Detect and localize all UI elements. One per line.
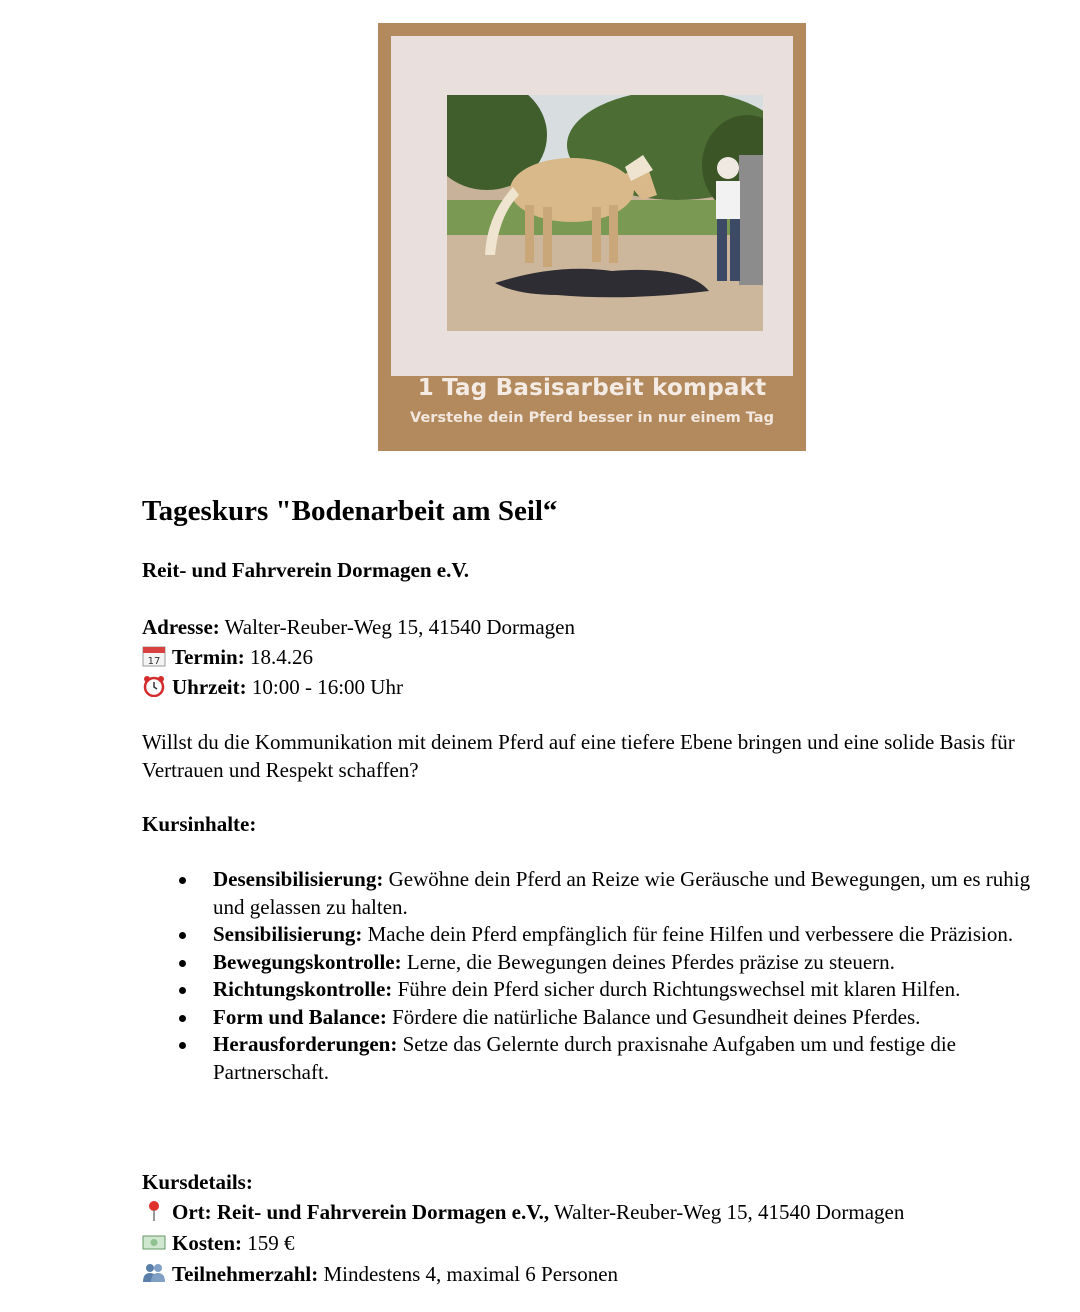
date-value: 18.4.26 bbox=[244, 645, 313, 669]
horse-training-photo bbox=[447, 95, 763, 331]
address-line bbox=[142, 612, 575, 642]
list-item bbox=[213, 921, 1033, 949]
location-value: Walter-Reuber-Weg 15, 41540 Dormagen bbox=[549, 1200, 905, 1224]
list-item-term: Desensibilisierung: bbox=[213, 867, 384, 891]
svg-text:17: 17 bbox=[147, 656, 161, 667]
flyer-inner-panel bbox=[391, 36, 793, 376]
list-item-text: Führe dein Pferd sicher durch Richtungswechsel mit klaren Hilfen. bbox=[392, 977, 961, 1001]
participants-value: Mindestens 4, maximal 6 Personen bbox=[318, 1262, 619, 1286]
address-value: Walter-Reuber-Weg 15, 41540 Dormagen bbox=[219, 615, 575, 639]
list-item-text: Setze das Gelernte durch praxisnahe Aufgaben um und festige die Partnerschaft. bbox=[213, 1032, 956, 1084]
date-line bbox=[142, 642, 575, 672]
flyer-subtitle: Verstehe dein Pferd besser in nur einem Tag bbox=[410, 410, 774, 426]
list-item-text: Lerne, die Bewegungen deines Pferdes präzise zu steuern. bbox=[401, 949, 895, 974]
calendar-icon bbox=[142, 645, 166, 667]
details-lines bbox=[142, 1197, 1062, 1290]
participants-label: Teilnehmerzahl: bbox=[172, 1262, 319, 1286]
address-label: Adresse: bbox=[142, 615, 220, 639]
list-item bbox=[213, 976, 1033, 1004]
intro-paragraph: Willst du die Kommunikation mit deinem Pferd auf eine tiefere Ebene bringen und eine solide Basis für Vertrauen und Respekt schaffen? bbox=[142, 730, 1015, 782]
list-item-term: Sensibilisierung: bbox=[213, 922, 363, 946]
cost-label: Kosten: bbox=[172, 1231, 242, 1255]
details-heading: Kursdetails: bbox=[142, 1170, 253, 1194]
flyer-title: 1 Tag Basisarbeit kompakt bbox=[417, 375, 767, 401]
cost-value: 159 € bbox=[242, 1231, 295, 1255]
list-item bbox=[213, 1031, 1033, 1086]
pin-icon bbox=[142, 1200, 166, 1222]
money-icon bbox=[142, 1231, 166, 1253]
date-label: Termin: bbox=[172, 645, 245, 669]
document-body bbox=[142, 494, 1052, 1286]
list-item-term: Bewegungskontrolle: bbox=[213, 949, 402, 974]
location-label: Ort: Reit- und Fahrverein Dormagen e.V., bbox=[172, 1200, 550, 1224]
page-title: Tageskurs "Bodenarbeit am Seil“ bbox=[142, 495, 558, 527]
course-flyer-image bbox=[378, 23, 806, 451]
list-item-term: Herausforderungen: bbox=[213, 1032, 398, 1056]
participants-line bbox=[142, 1259, 1062, 1290]
list-item bbox=[213, 949, 1033, 977]
time-value: 10:00 - 16:00 Uhr bbox=[246, 675, 403, 699]
people-icon bbox=[142, 1262, 166, 1284]
list-item-term: Richtungskontrolle: bbox=[213, 977, 393, 1001]
time-line bbox=[142, 672, 575, 702]
horse-photo-illustration bbox=[447, 95, 763, 331]
list-item bbox=[213, 866, 1033, 921]
alarm-clock-icon bbox=[142, 675, 166, 697]
list-item-text: Mache dein Pferd empfänglich für feine Hilfen und verbessere die Präzision. bbox=[362, 922, 1014, 946]
organization-name: Reit- und Fahrverein Dormagen e.V. bbox=[142, 558, 470, 582]
contents-list bbox=[142, 866, 1033, 1086]
list-item-text: Fördere die natürliche Balance und Gesundheit deines Pferdes. bbox=[386, 1004, 921, 1029]
list-item bbox=[213, 1004, 1033, 1032]
list-item-term: Form und Balance: bbox=[213, 1004, 387, 1029]
cost-line bbox=[142, 1228, 1062, 1259]
location-line bbox=[142, 1197, 1062, 1228]
info-lines bbox=[142, 612, 575, 702]
contents-heading: Kursinhalte: bbox=[142, 812, 257, 836]
time-label: Uhrzeit: bbox=[172, 675, 247, 699]
list-item-text: Gewöhne dein Pferd an Reize wie Geräusche und Bewegungen, um es ruhig und gelassen zu halten. bbox=[213, 867, 1031, 919]
